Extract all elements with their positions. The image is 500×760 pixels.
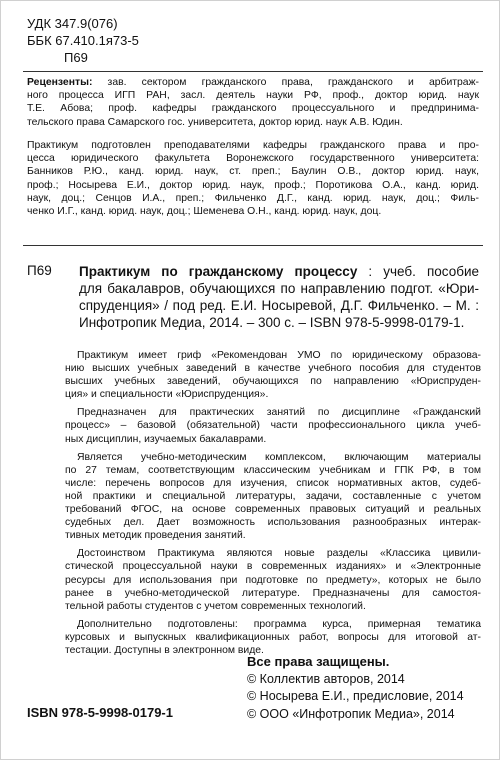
copyright-line: © Носырева Е.И., предисловие, 2014	[247, 689, 464, 703]
book-title: Практикум по гражданскому процессу	[79, 264, 358, 279]
copyright-line: © ООО «Инфотропик Медиа», 2014	[247, 706, 455, 721]
rights-heading: Все права защищены.	[247, 654, 390, 669]
udk-code: УДК 347.9(076)	[27, 16, 118, 31]
annotation-block: Практикум имеет гриф «Рекомендован УМО по юридическому образова- нию высших учебных заведений в качестве учебного пособия для студентов высших учебных заведений, обучающихся по направлению «Юриспруден- ция» и специальности «Юриспруденция». Предназначен для практических занятий по дисциплине «Гражданский процесс» – базовой (обязательной) части профессионального цикла учеб- ных дисциплин, изучаемых бакалаврами. Является учебно-методическим комплексом, включающим материалы по 27 темам, соответствующим классическим учебникам и ГПК РФ, в том числе: перечень вопросов для изучения, список нормативных актов, судеб- ной практики и специальной литературы, задачи, составленные с учетом требований ФГОС, на основе современных правовых ситуаций и реальных судебных дел. Дает возможность использования разнообразных интерак- тивных методик проведения занятий. Достоинством Практикума являются новые разделы «Классика цивили- стической процессуальной науки в современных изданиях» и «Электронные ресурсы для использования при подготовке по предмету», которых не было ранее в учебно-методической литературе. Предназначены для самостоя- тельной работы студентов с учетом современных технологий. Дополнительно подготовлены: программа курса, примерная тематика курсовых и выпускных квалификационных работ, вопросы для итоговой ат- тестации. Доступны в электронном виде.	[65, 350, 481, 656]
top-divider	[23, 71, 483, 72]
author-sign: П69	[64, 50, 88, 65]
authors-block: Практикум подготовлен преподавателями кафедры гражданского права и про- цесса юридического факультета Воронежского государственного университета: Банников Р.Ю., канд. юрид. наук, ст. преп.; Баулин О.В., доктор юрид. наук, проф.; Носырева Е.И., доктор юрид. наук, проф.; Поротикова О.А., канд. юрид. наук, доц.; Сенцов И.А., преп.; Фильченко Д.Г., канд. юрид. наук, доц.; Филь- ченко И.Г., канд. юрид. наук, доц.; Шеменева О.Н., канд. юрид. наук, доц.	[27, 140, 479, 218]
copyright-block	[247, 653, 464, 723]
reviewers-label: Рецензенты:	[27, 77, 93, 88]
classification-codes	[27, 15, 139, 66]
bbk-code: ББК 67.410.1я73-5	[27, 33, 139, 48]
copyright-line: © Коллектив авторов, 2014	[247, 671, 405, 686]
bibliographic-entry: Практикум по гражданскому процессу : учеб. пособие для бакалавров, обучающихся по направлению подгот. «Юри- спруденция» / под ред. Е.И. Носыревой, Д.Г. Фильченко. – М. : Инфотропик Медиа, 2014. – 300 с. – ISBN 978-5-9998-0179-1.	[79, 264, 479, 330]
isbn: ISBN 978-5-9998-0179-1	[27, 705, 173, 720]
main-entry-code: П69	[27, 263, 52, 278]
middle-divider	[23, 245, 483, 246]
reviewers-block: Рецензенты: зав. сектором гражданского права, гражданского и арбитраж- ного процесса ИГП РАН, засл. деятель науки РФ, проф., доктор юрид. наук Т.Е. Абова; проф. кафедры гражданского процессуального и предпринима- тельского права Самарского гос. университета, доктор юрид. наук А.В. Юдин.	[27, 77, 479, 128]
